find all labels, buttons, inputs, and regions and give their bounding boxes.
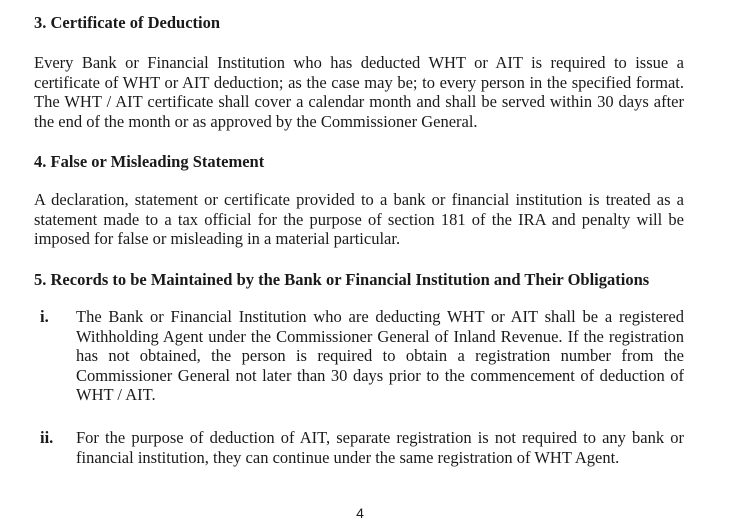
section-3-heading: 3. Certificate of Deduction <box>34 13 221 32</box>
list-item <box>40 428 684 467</box>
section-4-paragraph: A declaration, statement or certificate provided to a bank or financial institution is treated as a statement made to a tax official for the purpose of section 181 of the IRA and penalty will be imposed for false or misleading in a material particular. <box>34 190 684 248</box>
page-number: 4 <box>356 505 364 521</box>
list-item-number: ii. <box>40 428 54 447</box>
section-3-paragraph: Every Bank or Financial Institution who has deducted WHT or AIT is required to issue a certificate of WHT or AIT deduction; as the case may be; to every person in the specified format. The WHT / AIT certificate shall cover a calendar month and shall be served within 30 days after the end of the month or as approved by the Commissioner General. <box>34 53 684 131</box>
list-item-number: i. <box>40 307 49 326</box>
list-item-text: The Bank or Financial Institution who are deducting WHT or AIT shall be a registered Withholding Agent under the Commissioner General of Inland Revenue. If the registration has not obtained, the person is required to obtain a registration number from the Commissioner General not later than 30 days prior to the commencement of deduction of WHT / AIT. <box>76 307 684 404</box>
list-item-text: For the purpose of deduction of AIT, separate registration is not required to any bank or financial institution, they can continue under the same registration of WHT Agent. <box>76 428 684 467</box>
section-4-heading: 4. False or Misleading Statement <box>34 152 265 171</box>
section-5-heading: 5. Records to be Maintained by the Bank or Financial Institution and Their Obligations <box>34 270 650 289</box>
list-item <box>40 307 684 405</box>
